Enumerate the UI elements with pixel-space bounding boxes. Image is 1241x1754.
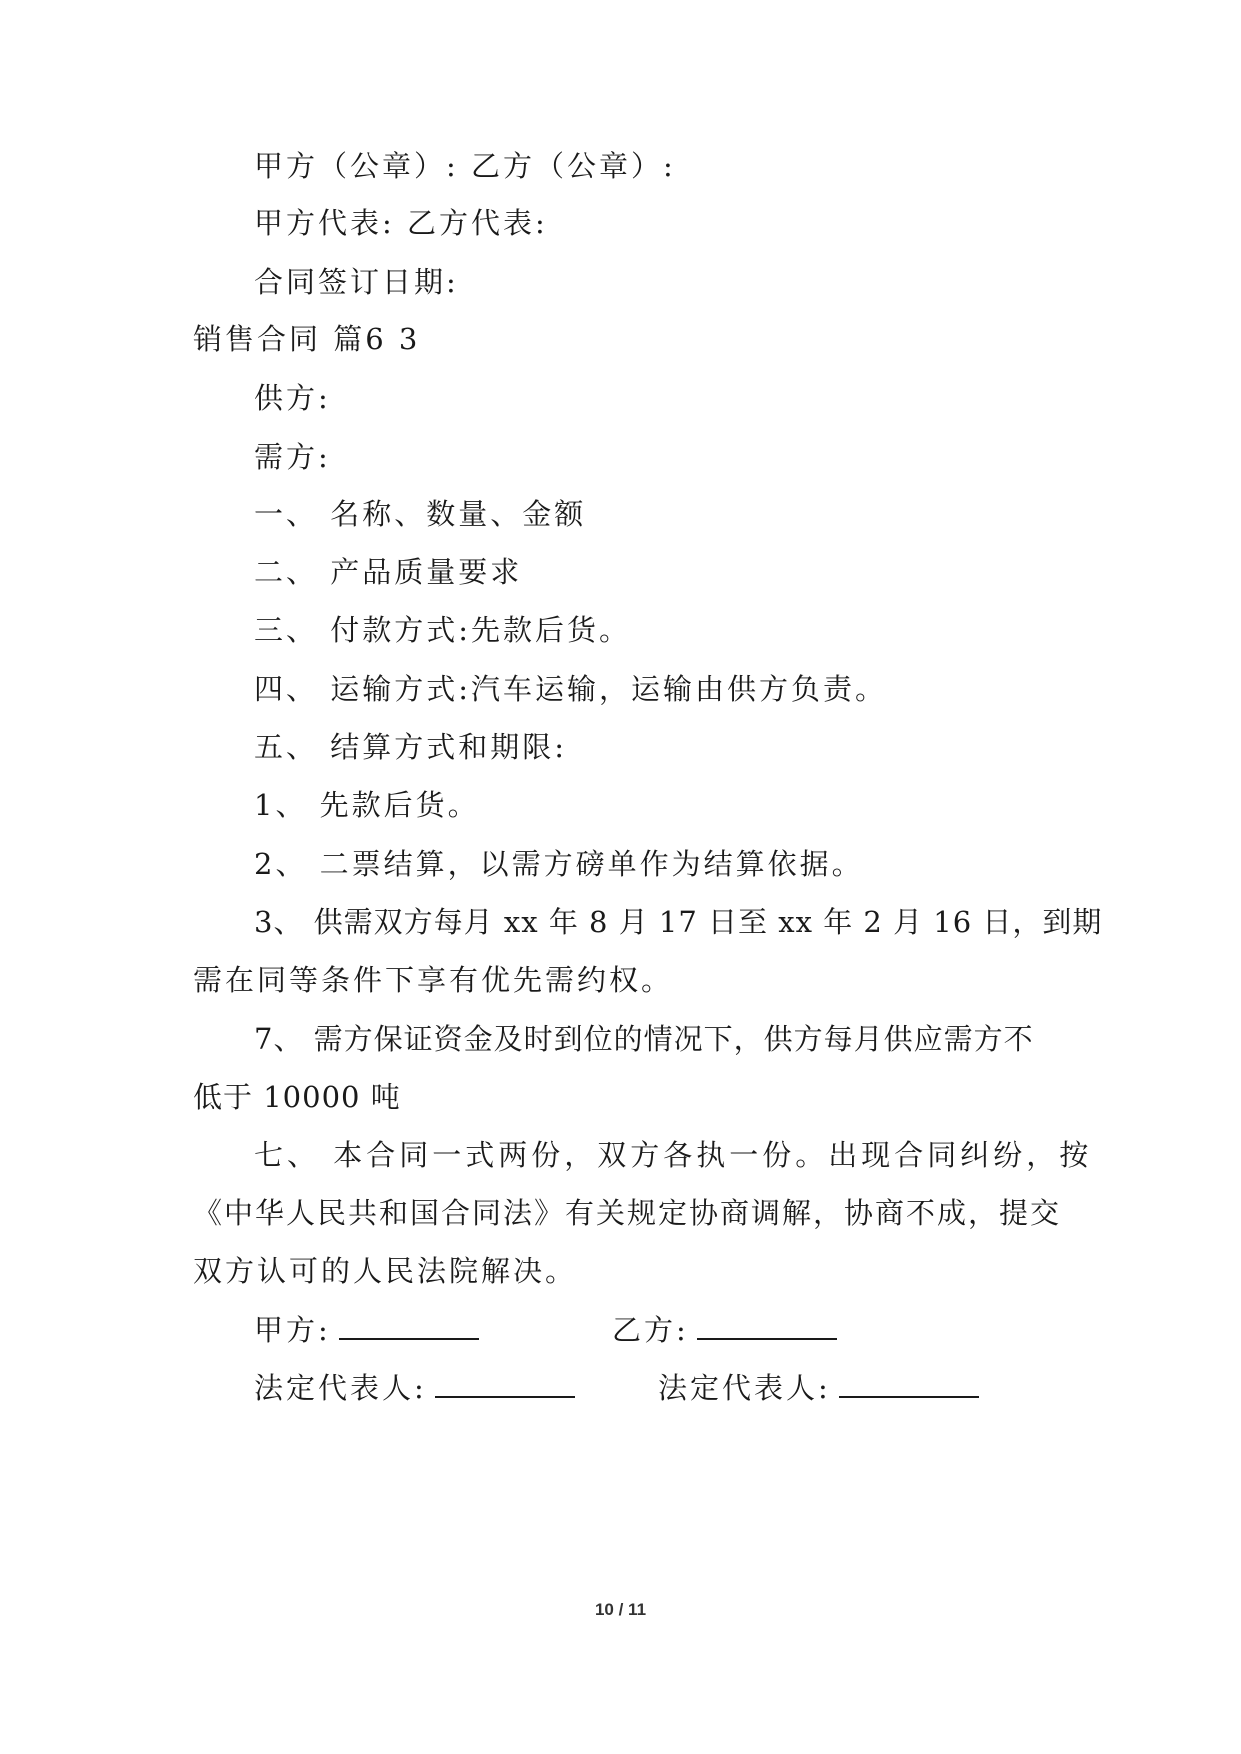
clause-7-continued: 《中华人民共和国合同法》有关规定协商调解，协商不成，提交 [193,1196,1062,1230]
party-b-label: 乙方: [612,1313,689,1347]
party-a-label: 甲方: [254,1313,331,1347]
clause-2: 二、 产品质量要求 [254,555,523,589]
rep-a-label: 法定代表人: [254,1371,427,1405]
sub-clause-3 [254,902,1103,942]
page-number: 10 / 11 [594,1600,647,1619]
clause-1: 一、 名称、数量、金额 [254,497,587,531]
rep-a-blank [435,1370,575,1398]
clause-4: 四、 运输方式:汽车运输，运输由供方负责。 [254,672,887,706]
sub-clause-3-text: 3、 供需双方每月 xx 年 8 月 17 日至 xx 年 2 月 16 日，到期 [254,905,1103,939]
party-representatives-line: 甲方代表: 乙方代表: [254,206,548,240]
section-heading: 销售合同 篇6 3 [193,322,421,356]
sub-clause-1: 1、 先款后货。 [254,788,480,822]
sub-clause-3-continued: 需在同等条件下享有优先需约权。 [193,963,674,997]
supplier-line: 供方: [254,381,331,415]
sub-clause-7-continued: 低于 10000 吨 [193,1080,401,1114]
party-b-blank [697,1312,837,1340]
clause-7: 七、 本合同一式两份，双方各执一份。出现合同纠纷，按 [254,1138,1093,1172]
rep-b-label: 法定代表人: [658,1371,831,1405]
party-a-blank [339,1312,479,1340]
party-b-signature-row [612,1310,872,1350]
sub-clause-2: 2、 二票结算，以需方磅单作为结算依据。 [254,847,864,881]
rep-b-blank [839,1370,979,1398]
sub-clause-7: 7、 需方保证资金及时到位的情况下，供方每月供应需方不 [254,1022,1034,1056]
clause-7-end: 双方认可的人民法院解决。 [193,1254,578,1288]
clause-5: 五、 结算方式和期限: [254,730,567,764]
party-seals-line: 甲方（公章）: 乙方（公章）: [254,149,676,183]
signing-date-line: 合同签订日期: [254,265,459,299]
rep-b-signature-row [658,1368,998,1408]
buyer-line: 需方: [254,440,331,474]
clause-3: 三、 付款方式:先款后货。 [254,613,631,647]
